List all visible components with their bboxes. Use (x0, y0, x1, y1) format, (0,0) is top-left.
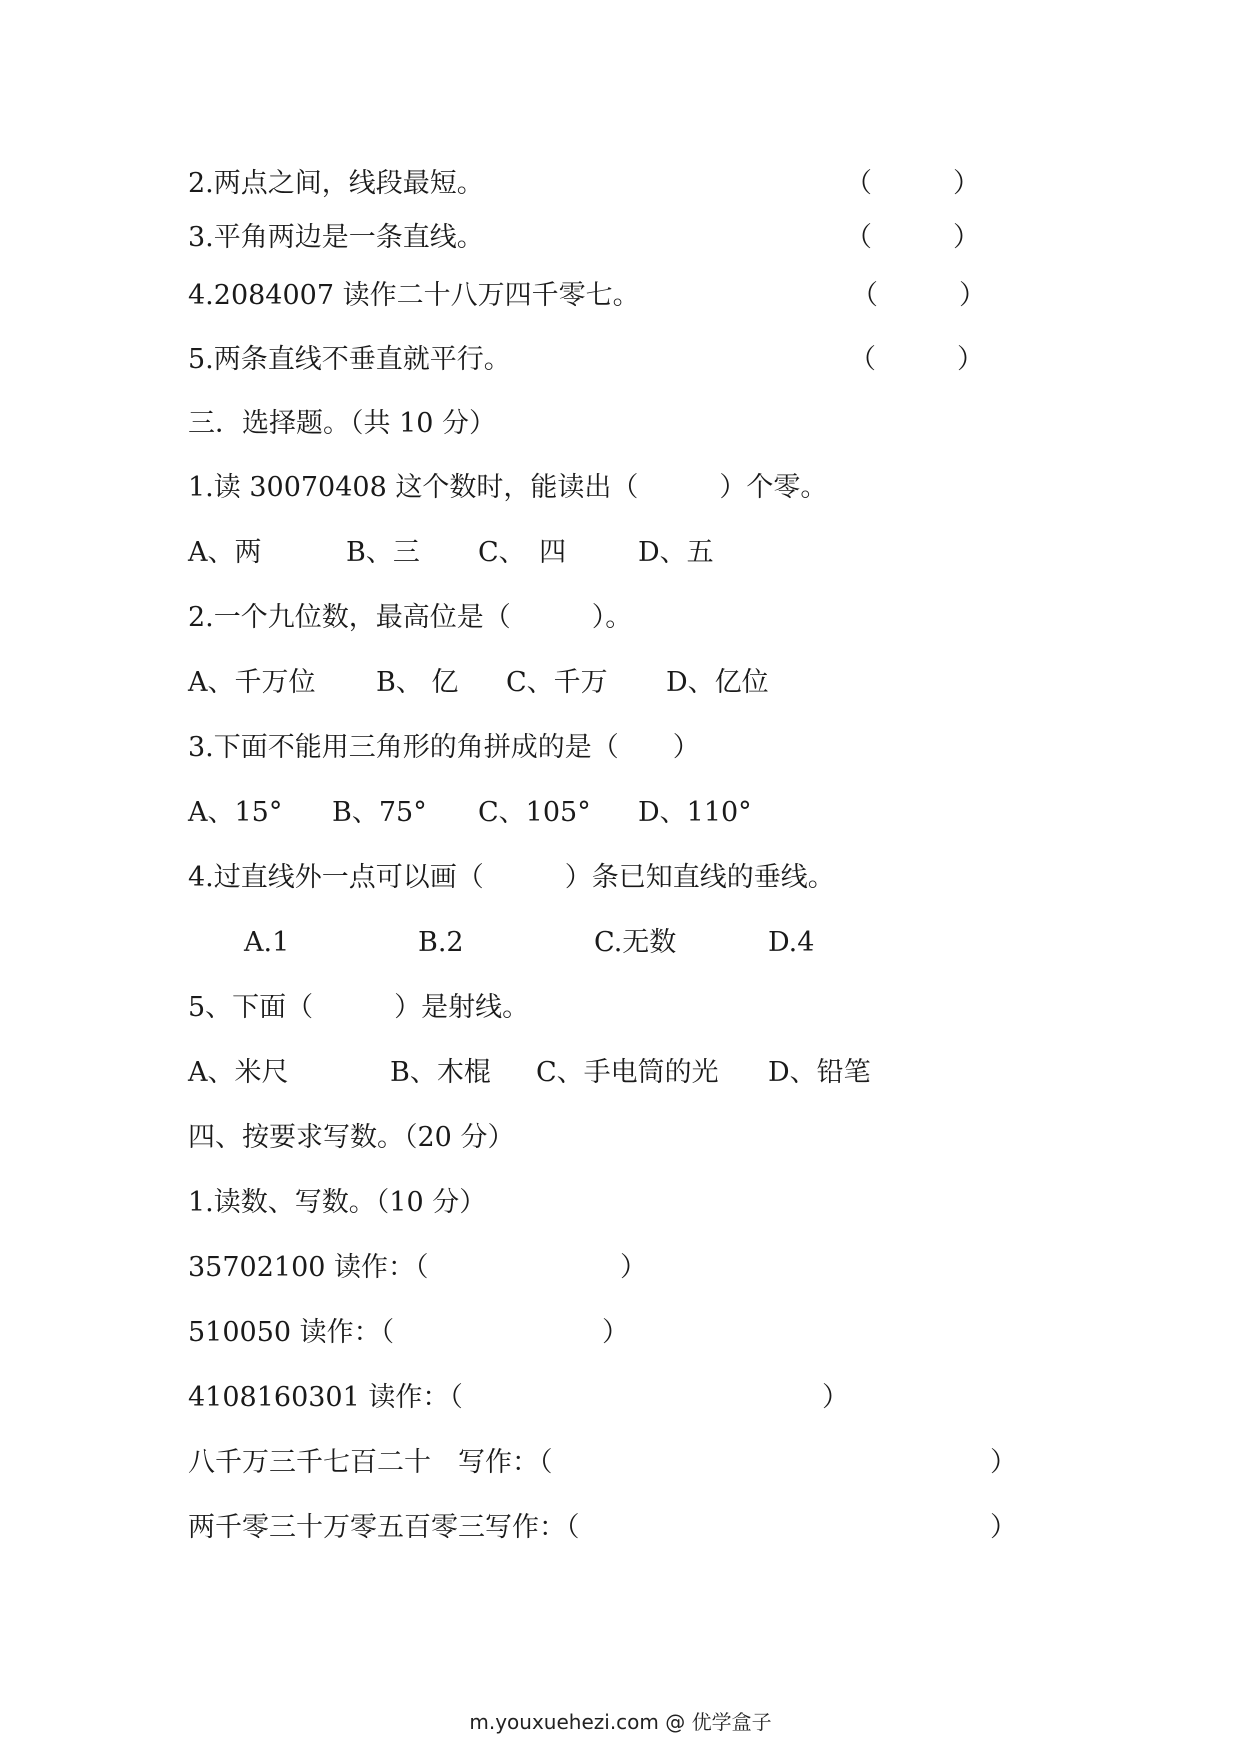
option: C.无数 (594, 927, 677, 958)
write-item-label: 35702100 读作：（ (188, 1252, 429, 1283)
option: D、亿位 (666, 667, 769, 698)
option: C、 四 (478, 537, 567, 568)
question: 2.一个九位数，最高位是（ ）。 (188, 602, 633, 633)
question: 1.读 30070408 这个数时，能读出（ ）个零。 (188, 472, 828, 503)
write-item-label: 两千零三十万零五百零三写作：（ (188, 1512, 580, 1543)
answer-paren: （ ） (849, 344, 984, 375)
write-item-label: 510050 读作：（ (188, 1317, 395, 1348)
option: D、五 (638, 537, 714, 568)
option: D.4 (768, 927, 815, 958)
option: B、木棍 (390, 1057, 491, 1088)
option: A.1 (244, 927, 290, 958)
close-paren: ） (602, 1317, 629, 1348)
option: D、110° (638, 797, 752, 828)
judgement-item: 4.2084007 读作二十八万四千零七。 (188, 280, 640, 311)
option: B.2 (418, 927, 464, 958)
sub-title: 1.读数、写数。（10 分） (188, 1187, 487, 1218)
judgement-item: 5.两条直线不垂直就平行。 (188, 344, 511, 375)
question: 3.下面不能用三角形的角拼成的是（ ） (188, 732, 700, 763)
question: 5、下面（ ）是射线。 (188, 992, 530, 1023)
answer-paren: （ ） (845, 168, 980, 199)
section-title: 四、按要求写数。（20 分） (188, 1122, 515, 1153)
option: B、 亿 (376, 667, 459, 698)
close-paren: ） (990, 1512, 1017, 1543)
option: A、两 (188, 537, 262, 568)
option: B、三 (346, 537, 420, 568)
option: A、米尺 (188, 1057, 289, 1088)
option: C、千万 (506, 667, 608, 698)
answer-paren: （ ） (851, 280, 986, 311)
section-title: 三．选择题。（共 10 分） (188, 408, 497, 439)
answer-paren: （ ） (845, 222, 980, 253)
question: 4.过直线外一点可以画（ ）条已知直线的垂线。 (188, 862, 835, 893)
judgement-item: 2.两点之间，线段最短。 (188, 168, 484, 199)
option: C、105° (478, 797, 591, 828)
option: A、15° (188, 797, 283, 828)
option: D、铅笔 (768, 1057, 871, 1088)
close-paren: ） (990, 1447, 1017, 1478)
write-item-label: 4108160301 读作：（ (188, 1382, 463, 1413)
option: C、手电筒的光 (536, 1057, 719, 1088)
option: A、千万位 (188, 667, 316, 698)
close-paren: ） (822, 1382, 849, 1413)
judgement-item: 3.平角两边是一条直线。 (188, 222, 484, 253)
close-paren: ） (620, 1252, 647, 1283)
write-item-label: 八千万三千七百二十 写作：（ (188, 1447, 553, 1478)
footer-watermark: m.youxuehezi.com @ 优学盒子 (469, 1710, 772, 1734)
option: B、75° (332, 797, 427, 828)
